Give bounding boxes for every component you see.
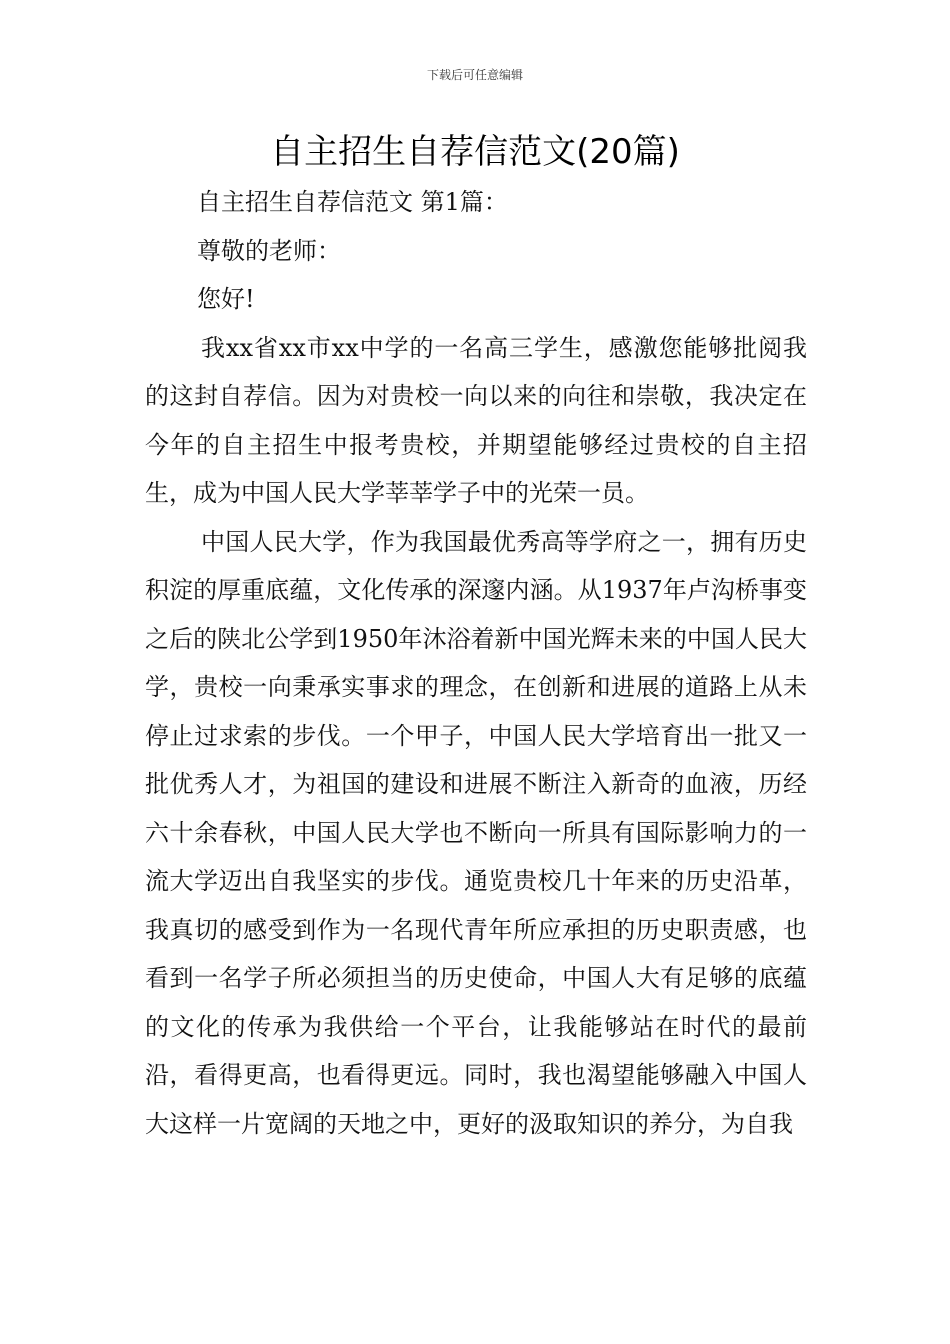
paragraph: 中国人民大学，作为我国最优秀高等学府之一，拥有历史积淀的厚重底蕴，文化传承的深邃内涵。从1937年卢沟桥事变之后的陕北公学到1950年沐浴着新中国光辉未来的中国人民大学，贵校一向秉承实事求的理念，在创新和进展的道路上从未停止过求索的步伐。一个甲子，中国人民大学培育出一批又一批优秀人才，为祖国的建设和进展不断注入新奇的血液，历经六十余春秋，中国人民大学也不断向一所具有国际影响力的一流大学迈出自我坚实的步伐。通览贵校几十年来的历史沿革，我真切的感受到作为一名现代青年所应承担的历史职责感，也看到一名学子所必须担当的历史使命，中国人大有足够的底蕴的文化的传承为我供给一个平台，让我能够站在时代的最前沿，看得更高，也看得更远。同时，我也渴望能够融入中国人大这样一片宽阔的天地之中，更好的汲取知识的养分，为自我 — [145, 527, 807, 1138]
document-title: 自主招生自荐信范文(20篇) — [270, 132, 680, 172]
salutation: 尊敬的老师： — [197, 236, 341, 265]
section-heading: 自主招生自荐信范文 第1篇： — [197, 188, 508, 216]
greeting: 您好! — [197, 285, 255, 313]
header-note: 下载后可任意编辑 — [426, 68, 523, 82]
document-body — [145, 178, 807, 1148]
paragraph: 我xx省xx市xx中学的一名高三学生，感激您能够批阅我的这封自荐信。因为对贵校一向以来的向往和崇敬，我决定在今年的自主招生中报考贵校，并期望能够经过贵校的自主招生，成为中国人民大学莘莘学子中的光荣一员。 — [145, 333, 807, 507]
